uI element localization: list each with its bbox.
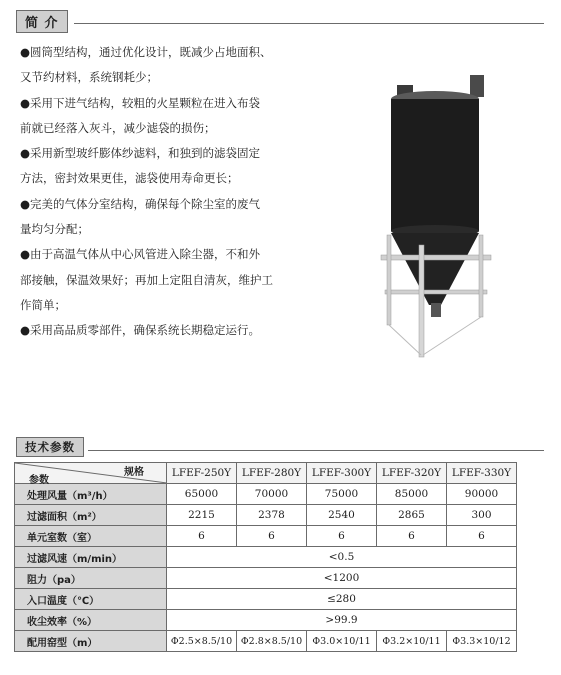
specs-heading: 技术参数	[16, 437, 84, 457]
spec-cell: Φ3.3×10/12	[447, 631, 517, 652]
spec-row	[15, 547, 517, 568]
brace-right	[423, 317, 481, 355]
row-label: 入口温度（℃）	[15, 589, 167, 610]
spec-cell: 6	[377, 526, 447, 547]
spec-cell: 2378	[237, 505, 307, 526]
spec-cell: Φ2.5×8.5/10	[167, 631, 237, 652]
spec-span-cell: ≤280	[167, 589, 517, 610]
support-leg-right	[479, 235, 483, 317]
spec-table	[14, 462, 517, 652]
model-header: LFEF-300Y	[307, 463, 377, 484]
intro-heading: 简 介	[16, 10, 68, 33]
intro-point-5: ●由于高温气体从中心风管进入除尘器，不和外 部接触，保温效果好；再加上定阻自清灰，维护工 作简单；	[20, 247, 273, 312]
intro-point-2: ●采用下进气结构，较粗的火星颗粒在进入布袋 前就已经落入灰斗，减少滤袋的损伤；	[20, 95, 261, 135]
corner-bottom-label: 参数	[29, 475, 49, 486]
spec-cell: 65000	[167, 484, 237, 505]
intro-list	[20, 40, 335, 344]
spec-cell: 90000	[447, 484, 517, 505]
spec-cell: 2215	[167, 505, 237, 526]
spec-cell: 2540	[307, 505, 377, 526]
spec-cell: 85000	[377, 484, 447, 505]
spec-cell: Φ3.2×10/11	[377, 631, 447, 652]
brace-left	[389, 325, 421, 355]
top-duct-right	[470, 75, 484, 97]
platform-upper	[381, 255, 491, 260]
spec-header-row	[15, 463, 517, 484]
platform-lower	[385, 290, 487, 294]
spec-corner-cell	[15, 463, 167, 484]
silo-body	[391, 99, 479, 231]
row-label: 阻力（pa）	[15, 568, 167, 589]
spec-row	[15, 505, 517, 526]
dust-collector-photo	[375, 75, 555, 360]
specs-divider	[88, 450, 544, 451]
discharge-valve	[431, 303, 441, 317]
spec-row	[15, 526, 517, 547]
row-label: 过滤面积（m²）	[15, 505, 167, 526]
spec-span-cell: <0.5	[167, 547, 517, 568]
spec-row	[15, 610, 517, 631]
row-label: 配用窑型（m）	[15, 631, 167, 652]
spec-span-cell: <1200	[167, 568, 517, 589]
intro-point-1: ●圆筒型结构，通过优化设计，既减少占地面积、 又节约材料，系统钢耗少；	[20, 45, 272, 85]
spec-row	[15, 589, 517, 610]
spec-cell: 75000	[307, 484, 377, 505]
spec-cell: 6	[237, 526, 307, 547]
spec-cell: 6	[447, 526, 517, 547]
corner-top-label: 规格	[124, 467, 144, 478]
spec-row	[15, 568, 517, 589]
spec-span-cell: >99.9	[167, 610, 517, 631]
row-label: 过滤风速（m/min）	[15, 547, 167, 568]
model-header: LFEF-330Y	[447, 463, 517, 484]
spec-cell: 300	[447, 505, 517, 526]
support-leg-front	[419, 245, 424, 357]
support-leg-left	[387, 235, 391, 325]
row-label: 单元室数（室）	[15, 526, 167, 547]
intro-point-4: ●完美的气体分室结构，确保每个除尘室的废气 量均匀分配；	[20, 196, 261, 237]
spec-row	[15, 484, 517, 505]
spec-row	[15, 631, 517, 652]
intro-point-3: ●采用新型玻纤膨体纱滤料，和独到的滤袋固定 方法，密封效果更佳，滤袋使用寿命更长；	[20, 146, 261, 186]
intro-point-6: ●采用高品质零部件，确保系统长期稳定运行。	[20, 323, 261, 338]
model-header: LFEF-280Y	[237, 463, 307, 484]
spec-cell: 70000	[237, 484, 307, 505]
row-label: 收尘效率（%）	[15, 610, 167, 631]
spec-cell: Φ2.8×8.5/10	[237, 631, 307, 652]
model-header: LFEF-250Y	[167, 463, 237, 484]
spec-cell: 6	[307, 526, 377, 547]
spec-cell: Φ3.0×10/11	[307, 631, 377, 652]
intro-divider	[74, 23, 544, 24]
model-header: LFEF-320Y	[377, 463, 447, 484]
spec-cell: 6	[167, 526, 237, 547]
spec-cell: 2865	[377, 505, 447, 526]
row-label: 处理风量（m³/h）	[15, 484, 167, 505]
